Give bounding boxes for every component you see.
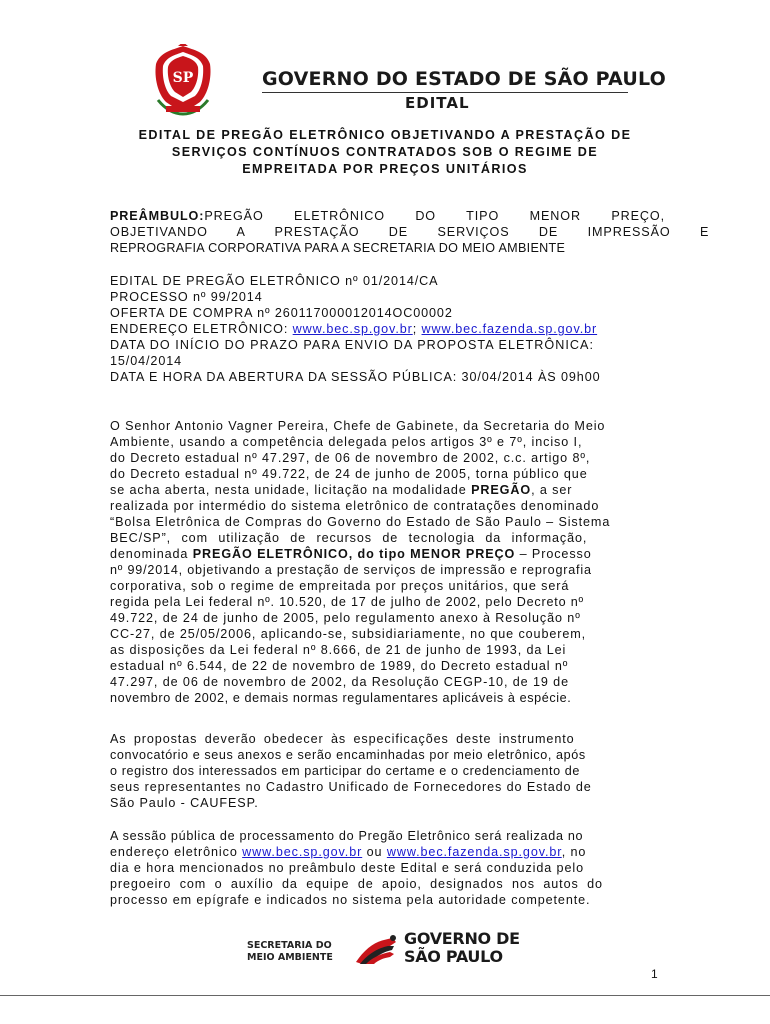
text-line: “Bolsa Eletrônica de Compras do Governo do Estado de São Paulo – Sistema	[110, 515, 611, 529]
governo-sp-logo-text	[404, 930, 520, 966]
text-line: realizada por intermédio do sistema eletrônico de contratações denominado	[110, 499, 600, 513]
text-line: BEC/SP”, com utilização de recursos de tecnologia da informação,	[110, 531, 588, 545]
text-line: O Senhor Antonio Vagner Pereira, Chefe de Gabinete, da Secretaria do Meio	[110, 419, 606, 433]
page-number: 1	[651, 967, 658, 981]
bold-text: PREGÃO ELETRÔNICO	[192, 547, 349, 561]
document-type-label: EDITAL	[405, 94, 470, 112]
text-span: , no	[561, 845, 587, 859]
paragraph-1	[110, 418, 660, 706]
text-line: regida pela Lei federal nº. 10.520, de 17 de julho de 2002, pelo Decreto nº	[110, 595, 584, 609]
edital-title	[110, 127, 660, 178]
edital-number: EDITAL DE PREGÃO ELETRÔNICO nº 01/2014/CA	[110, 274, 439, 288]
oferta-number: OFERTA DE COMPRA nº 260117000012014OC00002	[110, 306, 453, 320]
data-inicio-value: 15/04/2014	[110, 354, 183, 368]
link-separator: ;	[412, 322, 418, 336]
text-line: 47.297, de 06 de novembro de 2002, da Resolução CEGP-10, de 19 de	[110, 675, 569, 689]
preambulo-line: OBJETIVANDO A PRESTAÇÃO DE SERVIÇOS DE IMPRESSÃO E	[110, 225, 710, 239]
text-line: Ambiente, usando a competência delegada pelos artigos 3º e 7º, inciso I,	[110, 435, 583, 449]
bec-fazenda-link[interactable]: www.bec.fazenda.sp.gov.br	[386, 845, 562, 859]
paragraph-3	[110, 828, 660, 908]
government-title: GOVERNO DO ESTADO DE SÃO PAULO	[262, 68, 666, 90]
text-line: pregoeiro com o auxílio da equipe de apoio, designados nos autos do	[110, 877, 603, 891]
secretaria-logo-text	[247, 940, 333, 964]
bold-text: , do tipo MENOR PREÇO	[348, 547, 516, 561]
text-line	[110, 844, 660, 860]
secretaria-line: MEIO AMBIENTE	[247, 952, 333, 963]
title-line: EMPREITADA POR PREÇOS UNITÁRIOS	[242, 162, 528, 176]
text-line: novembro de 2002, e demais normas regulamentares aplicáveis à espécie.	[110, 691, 572, 705]
text-line	[110, 482, 660, 498]
endereco-label: ENDEREÇO ELETRÔNICO:	[110, 322, 289, 336]
title-line: SERVIÇOS CONTÍNUOS CONTRATADOS SOB O REGIME DE	[171, 145, 599, 159]
processo-number: PROCESSO nº 99/2014	[110, 290, 263, 304]
page-bottom-rule	[0, 995, 770, 996]
svg-text:SP: SP	[172, 70, 194, 86]
text-line: São Paulo - CAUFESP.	[110, 796, 259, 810]
paragraph-2	[110, 731, 660, 811]
text-line: do Decreto estadual nº 49.722, de 24 de junho de 2005, torna público que	[110, 467, 588, 481]
text-span: endereço eletrônico	[110, 845, 238, 859]
governo-sp-stripes-icon	[354, 932, 400, 966]
text-line: convocatório e seus anexos e serão encaminhadas por meio eletrônico, após	[110, 748, 586, 762]
text-line	[110, 546, 660, 562]
preambulo-line: REPROGRAFIA CORPORATIVA PARA A SECRETARIA DO MEIO AMBIENTE	[110, 241, 566, 255]
data-abertura: DATA E HORA DA ABERTURA DA SESSÃO PÚBLICA: 30/04/2014 ÀS 09h00	[110, 370, 601, 384]
governo-line: SÃO PAULO	[404, 947, 503, 966]
title-line: EDITAL DE PREGÃO ELETRÔNICO OBJETIVANDO A PRESTAÇÃO DE	[138, 128, 632, 142]
sao-paulo-coat-of-arms-icon	[152, 44, 214, 116]
text-line: As propostas deverão obedecer às especificações deste instrumento	[110, 732, 575, 746]
text-line: dia e hora mencionados no preâmbulo deste Edital e será conduzida pelo	[110, 861, 584, 875]
secretaria-line: SECRETARIA DO	[247, 940, 332, 951]
text-line: 49.722, de 24 de junho de 2005, pelo regulamento anexo à Resolução nº	[110, 611, 581, 625]
preambulo-line	[110, 208, 666, 224]
bold-text: PREGÃO	[471, 483, 532, 497]
edital-metadata	[110, 273, 660, 385]
text-line: as disposições da Lei federal nº 8.666, de 21 de junho de 1993, da Lei	[110, 643, 567, 657]
text-line: o registro dos interessados em participar do certame e o credenciamento de	[110, 764, 581, 778]
text-span: se acha aberta, nesta unidade, licitação na modalidade	[110, 483, 467, 497]
endereco-eletronico	[110, 321, 660, 337]
governo-line: GOVERNO DE	[404, 929, 520, 948]
preambulo-text: PREGÃO ELETRÔNICO DO TIPO MENOR PREÇO,	[204, 209, 666, 223]
text-line: CC-27, de 25/05/2006, aplicando-se, subsidiariamente, no que couberem,	[110, 627, 587, 641]
preambulo-section	[110, 208, 710, 256]
text-line: corporativa, sob o regime de empreitada por preços unitários, que será	[110, 579, 570, 593]
text-span: , a ser	[531, 483, 573, 497]
bec-link[interactable]: www.bec.sp.gov.br	[242, 845, 363, 859]
preambulo-label: PREÂMBULO:	[110, 209, 205, 223]
data-inicio: DATA DO INÍCIO DO PRAZO PARA ENVIO DA PROPOSTA ELETRÔNICA:	[110, 338, 595, 352]
text-line: seus representantes no Cadastro Unificado de Fornecedores do Estado de	[110, 780, 592, 794]
bec-link[interactable]: www.bec.sp.gov.br	[292, 322, 413, 336]
text-span: denominada	[110, 547, 189, 561]
bec-fazenda-link[interactable]: www.bec.fazenda.sp.gov.br	[421, 322, 598, 336]
header-rule	[262, 92, 628, 93]
text-span: – Processo	[515, 547, 592, 561]
text-line: processo em epígrafe e indicados no sistema pela autoridade competente.	[110, 893, 591, 907]
text-line: A sessão pública de processamento do Pregão Eletrônico será realizada no	[110, 829, 584, 843]
text-line: estadual nº 6.544, de 22 de novembro de 1989, do Decreto estadual nº	[110, 659, 569, 673]
text-span: ou	[366, 845, 383, 859]
text-line: nº 99/2014, objetivando a prestação de serviços de impressão e reprografia	[110, 563, 592, 577]
text-line: do Decreto estadual nº 47.297, de 06 de novembro de 2002, c.c. artigo 8º,	[110, 451, 591, 465]
